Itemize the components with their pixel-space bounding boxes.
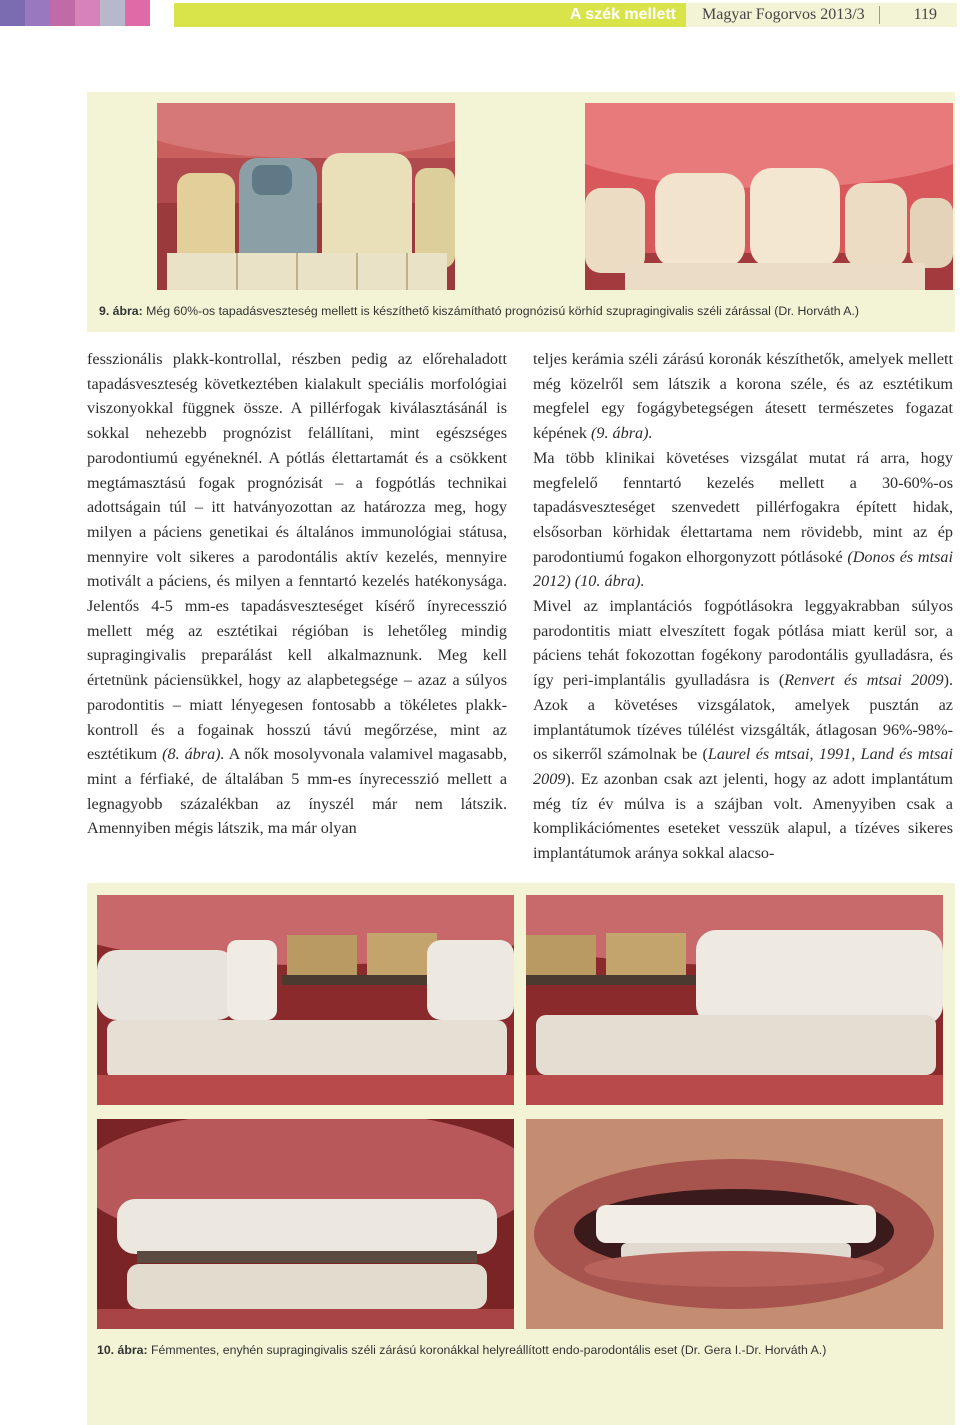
figure-reference: (8. ábra). <box>162 745 225 764</box>
header-divider <box>879 6 880 24</box>
citation: Renvert és mtsai 2009 <box>784 671 944 690</box>
figure-reference: (9. ábra). <box>590 424 653 443</box>
figure-9-photo-after <box>585 103 953 290</box>
paragraph-text: ). Ez azonban csak azt jelenti, hogy az adott implantátum még tíz év múlva is a szájban volt. Amenyyiben csak a komplikációmentes eseteket vesszük alapul, a tízéves sikeres implantátumok aránya sokkal alacso- <box>533 769 953 863</box>
strip-block <box>25 0 50 26</box>
paragraph <box>533 347 953 446</box>
citation: Laurel és mtsai, 1991, Land és mtsai 2009 <box>533 745 953 788</box>
text-column-right <box>533 347 953 866</box>
running-header <box>174 3 957 27</box>
figure-9-caption-text: Még 60%-os tapadásveszteség mellett is készíthető kiszámítható prognózisú körhíd szupragingivalis széli zárással (Dr. Horváth A.) <box>142 304 860 318</box>
figure-10-caption-text: Fémmentes, enyhén supragingivalis széli zárású koronákkal helyreállított endo-parodontális eset (Dr. Gera I.-Dr. Horváth A.) <box>147 1343 827 1357</box>
figure-10-caption <box>97 1343 826 1357</box>
journal-name: Magyar Fogorvos 2013/3 <box>702 6 865 23</box>
paragraph-text: ). Azok a követéses vizsgálatok, amelyek pusztán az implantátumok tízéves túlélést vizsgálták, átlagosan 96%-98%-os sikerről számolnak be ( <box>533 671 953 764</box>
paragraph-text: Ma több klinikai követéses vizsgálat mutat rá arra, hogy megfelelő fenntartó kezelés mellett a 30-60%-os tapadásveszteséget szenvedett pillérfogakra épített hidak, elsősorban körhidak élettartama nem rövidebb, mint az ép parodontiumú fogakon elhorgonyzott pótlásoké <box>533 448 953 566</box>
figure-10-photo-smile <box>526 1119 943 1329</box>
page-number: 119 <box>913 6 937 23</box>
figure-10-photo-frontal <box>97 1119 514 1329</box>
paragraph-text: fesszionális plakk-kontrollal, részben pedig az előrehaladott tapadásveszteség következtében kialakult speciális morfológiai viszonyokkal függnek össze. A pillérfogak kiválasztásánál is sokkal nehezebb prognózist felállítani, mint egészséges parodontiumú egyéneknél. A pótlás élettartamát és a csökkent megtámasztású fogak prognózisát – a fogpótlás technikai adottságain túl – itt hatványozottan az határozza meg, hogy milyen a páciens genetikai és általános immunológiai státusa, mennyire volt sikeres a parodontális aktív kezelés, mennyire motivált a páciens, és milyen a fenntartó kezelés hatékonysága. Jelentős 4-5 mm-es tapadásveszteséget kísérő ínyrecesszió mellett még az esztétikai régióban is lehetőleg mindig supragingivalis preparálást kell alkalmaznunk. Meg kell értetnünk páciensükkel, hogy az alapbetegsége – azaz a súlyos parodontitis – miatt lényegesen fontosabb a tökéletes plakk-kontroll és a fogainak hosszú távú megőrzése, mint az esztétikum <box>87 350 507 764</box>
strip-block <box>125 0 150 26</box>
paragraph-text: Mivel az implantációs fogpótlásokra leggyakrabban súlyos parodontitis miatt elveszített fogak pótlása miatt kerül sor, a páciens tehát fokozottan fogékony parodontális gyulladásra, és így peri-implantális gyulladásra is ( <box>533 597 953 690</box>
paragraph-text: teljes kerámia széli zárású koronák készíthetők, amelyek mellett még közelről sem látszik a korona széle, és az esztétikum megfelel egy fogágybetegségen átesett természetes fogazat képének <box>533 350 953 443</box>
strip-block <box>50 0 75 26</box>
figure-9-caption <box>99 304 859 318</box>
figure-9-photo-before <box>157 103 455 290</box>
strip-block <box>75 0 100 26</box>
strip-block <box>100 0 125 26</box>
paragraph <box>533 594 953 866</box>
figure-10-photo-right-side <box>97 895 514 1105</box>
figure-9 <box>87 92 955 332</box>
paragraph <box>87 347 507 841</box>
figure-9-caption-label: 9. ábra: <box>99 304 143 318</box>
figure-10-photo-left-side <box>526 895 943 1105</box>
figure-10-caption-label: 10. ábra: <box>97 1343 148 1357</box>
citation: (Donos és mtsai 2012) (10. ábra). <box>533 547 953 591</box>
text-column-left <box>87 347 507 841</box>
paragraph <box>533 446 953 594</box>
figure-10 <box>87 883 955 1425</box>
section-title: A szék mellett <box>174 3 686 27</box>
color-strip <box>0 0 150 26</box>
paragraph-text: A nők mosolyvonala valamivel magasabb, mint a férfiaké, de általában 5 mm-es ínyrecesszió mellett a legnagyobb százalékban az ínyszél már nem látszik. Amennyiben mégis látszik, ma már olyan <box>87 745 507 838</box>
strip-block <box>0 0 25 26</box>
